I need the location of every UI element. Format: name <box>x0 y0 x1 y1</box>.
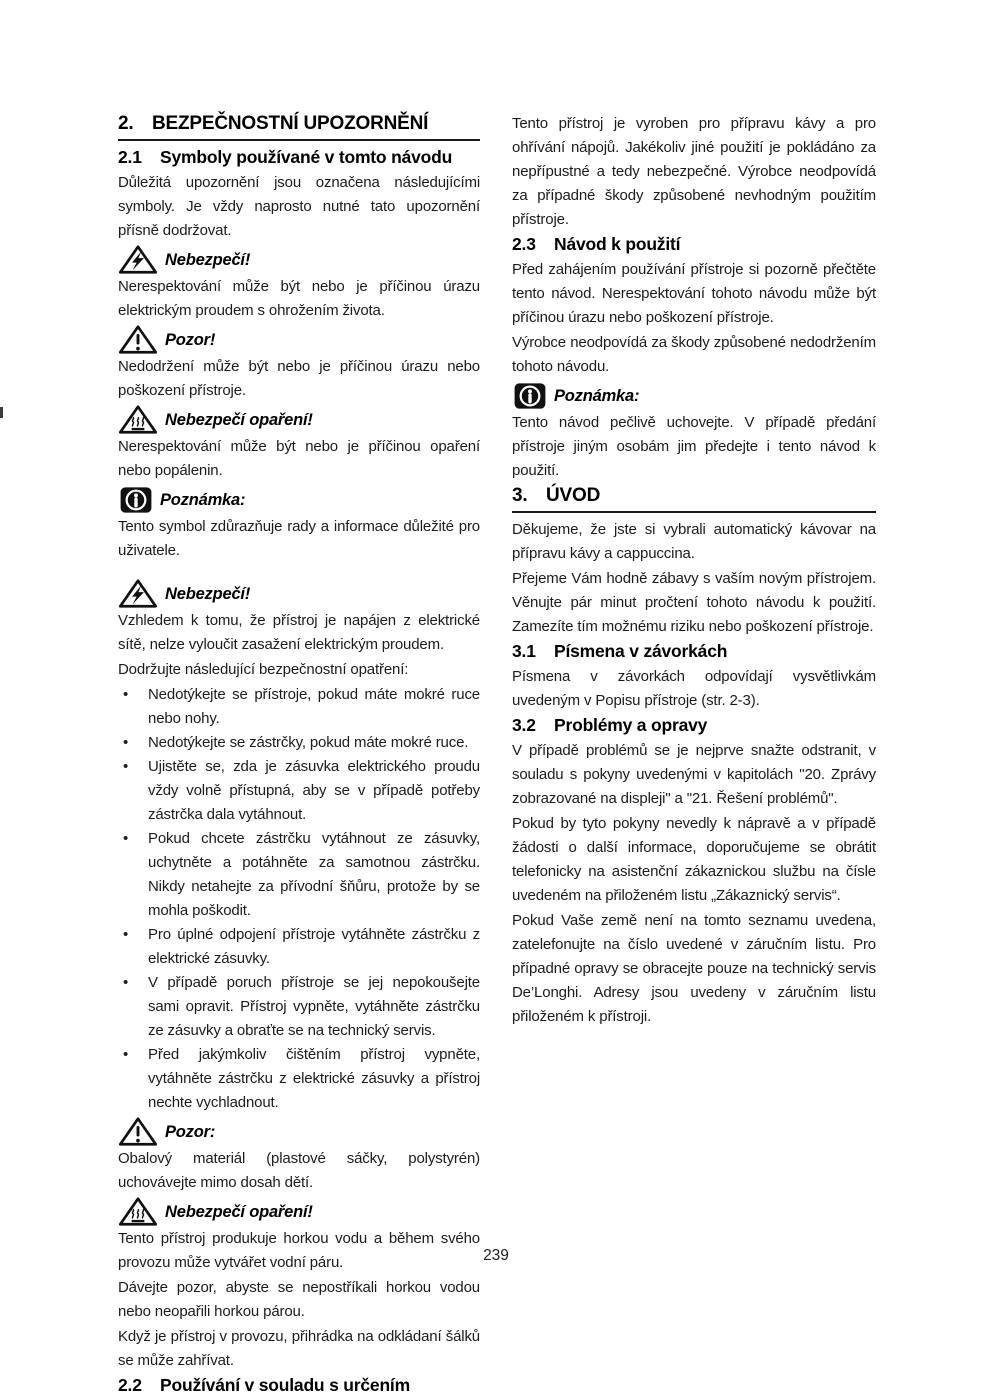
precautions-list <box>118 683 480 1115</box>
left-column <box>118 112 480 1399</box>
subsection-heading-3-1 <box>512 640 876 662</box>
note-icon <box>119 486 153 514</box>
subsection-heading-2-2 <box>118 1374 480 1396</box>
subsection-title: Používání v souladu s určením <box>160 1375 410 1395</box>
subsection-number: 2.2 <box>118 1375 142 1395</box>
subsection-number: 2.1 <box>118 147 142 167</box>
callout-warning-packaging <box>118 1118 480 1195</box>
callout-header <box>118 406 480 434</box>
paragraph: V případě problémů se je nejprve snažte odstranit, v souladu s pokyny uvedenými v kapitolách "20. Zprávy zobrazované na displeji" a "21. Řešení problémů". <box>512 742 876 807</box>
subsection-title: Problémy a opravy <box>554 715 708 735</box>
callout-header <box>118 326 480 354</box>
section-number: 2. <box>118 113 134 134</box>
list-item: • Pro úplné odpojení přístroje vytáhněte zástrčku z elektrické zásuvky. <box>118 923 480 971</box>
list-item: • V případě poruch přístroje se jej nepokoušejte sami opravit. Přístroj vypněte, vytáhněte zástrčku ze zásuvky a obraťte se na technický servis. <box>118 971 480 1043</box>
callout-scald <box>118 406 480 483</box>
danger-triangle-icon <box>118 244 158 275</box>
paragraph: Tento symbol zdůrazňuje rady a informace důležité pro uživatele. <box>118 518 480 559</box>
subsection-heading-2-3 <box>512 233 876 255</box>
subsection-title: Písmena v závorkách <box>554 641 728 661</box>
paragraph: Vzhledem k tomu, že přístroj je napájen z elektrické sítě, nelze vyloučit zasažení elektrickým proudem. <box>118 612 480 653</box>
paragraph: Před zahájením používání přístroje si pozorně přečtěte tento návod. Nerespektování tohoto návodu může být příčinou úrazu nebo poškození přístroje. <box>512 261 876 326</box>
scald-triangle-icon <box>118 1196 158 1227</box>
list-item: • Pokud chcete zástrčku vytáhnout ze zásuvky, uchytněte a potáhněte za samotnou zástrčku. Nikdy netahejte za přívodní šňůru, protože by se mohla poškodit. <box>118 827 480 923</box>
right-column <box>512 112 876 1030</box>
section-title: ÚVOD <box>546 485 601 506</box>
list-item: • Nedotýkejte se zástrčky, pokud máte mokré ruce. <box>118 731 480 755</box>
paragraph: Tento přístroj produkuje horkou vodu a během svého provozu může vytvářet vodní páru. <box>118 1230 480 1271</box>
paragraph: Pokud by tyto pokyny nevedly k nápravě a v případě žádosti o další informace, doporučujeme se obrátit telefonicky na asistenční zákaznickou službu na čísle uvedeném na přiloženém listu „Zákaznický servis“. <box>512 815 876 904</box>
callout-note <box>118 486 480 563</box>
paragraph: Děkujeme, že jste si vybrali automatický kávovar na přípravu kávy a cappuccina. <box>512 521 876 562</box>
subsection-title: Symboly používané v tomto návodu <box>160 147 453 167</box>
callout-label: Poznámka: <box>554 386 640 405</box>
section-heading-2 <box>118 112 480 141</box>
callout-label: Nebezpečí opaření! <box>165 1202 313 1221</box>
paragraph: Písmena v závorkách odpovídají vysvětlivkám uvedeným v Popisu přístroje (str. 2-3). <box>512 668 876 709</box>
callout-header <box>118 1198 480 1226</box>
subsection-title: Návod k použití <box>554 234 681 254</box>
paragraph: Obalový materiál (plastové sáčky, polystyrén) uchovávejte mimo dosah dětí. <box>118 1150 480 1191</box>
scan-artifact-mark <box>0 407 3 418</box>
subsection-heading-3-2 <box>512 714 876 736</box>
callout-danger-precautions <box>118 580 480 682</box>
callout-label: Pozor: <box>165 1122 216 1141</box>
paragraph: Přejeme Vám hodně zábavy s vaším novým přístrojem. Věnujte pár minut pročtení tohoto návodu k použití. Zamezíte tím možnému riziku nebo poškození přístroje. <box>512 570 876 635</box>
section-heading-3 <box>512 484 876 513</box>
callout-header <box>118 1118 480 1146</box>
paragraph: Dávejte pozor, abyste se nepostříkali horkou vodou nebo neopařili horkou párou. <box>118 1279 480 1320</box>
section-number: 3. <box>512 485 528 506</box>
warning-triangle-icon <box>118 1116 158 1147</box>
callout-header <box>118 486 480 514</box>
paragraph: Nerespektování může být nebo je příčinou opaření nebo popálenin. <box>118 438 480 479</box>
callout-note <box>512 382 876 483</box>
callout-header <box>118 580 480 608</box>
scald-triangle-icon <box>118 404 158 435</box>
danger-triangle-icon <box>118 578 158 609</box>
section-title: BEZPEČNOSTNÍ UPOZORNĚNÍ <box>152 113 429 134</box>
paragraph: Nedodržení může být nebo je příčinou úrazu nebo poškození přístroje. <box>118 358 480 399</box>
paragraph: Pokud Vaše země není na tomto seznamu uvedena, zatelefonujte na číslo uvedené v záručním listu. Pro případné opravy se obracejte pouze na technický servis De’Longhi. Adresy jsou uvedeny v záručním listu přiloženém k přístroji. <box>512 912 876 1025</box>
subsection-number: 3.2 <box>512 715 536 735</box>
paragraph: Důležitá upozornění jsou označena následujícími symboly. Je vždy naprosto nutné tato upozornění přísně dodržovat. <box>118 174 480 239</box>
subsection-number: 3.1 <box>512 641 536 661</box>
paragraph: Dodržujte následující bezpečnostní opatření: <box>118 661 409 678</box>
paragraph: Nerespektování může být nebo je příčinou úrazu elektrickým proudem s ohrožením života. <box>118 278 480 319</box>
callout-label: Nebezpečí! <box>165 250 251 269</box>
callout-label: Nebezpečí opaření! <box>165 410 313 429</box>
warning-triangle-icon <box>118 324 158 355</box>
callout-label: Nebezpečí! <box>165 584 251 603</box>
paragraph: Tento návod pečlivě uchovejte. V případě předání přístroje jiným osobám jim předejte i tento návod k použití. <box>512 414 876 479</box>
paragraph: Když je přístroj v provozu, přihrádka na odkládaní šálků se může zahřívat. <box>118 1328 480 1369</box>
page-number: 239 <box>483 1247 509 1264</box>
list-item: • Před jakýmkoliv čištěním přístroj vypněte, vytáhněte zástrčku z elektrické zásuvky a přístroj nechte vychladnout. <box>118 1043 480 1115</box>
subsection-number: 2.3 <box>512 234 536 254</box>
callout-warning <box>118 326 480 403</box>
callout-label: Poznámka: <box>160 490 246 509</box>
note-icon <box>513 382 547 410</box>
list-item: • Ujistěte se, zda je zásuvka elektrického proudu vždy volně přístupná, aby se v případě potřeby zástrčka dala vytáhnout. <box>118 755 480 827</box>
paragraph: Tento přístroj je vyroben pro přípravu kávy a pro ohřívání nápojů. Jakékoliv jiné použití je pokládáno za nepřípustné a tedy nebezpečné. Výrobce neodpovídá za případné škody způsobené nevhodným použitím přístroje. <box>512 115 876 228</box>
callout-danger <box>118 246 480 323</box>
callout-label: Pozor! <box>165 330 216 349</box>
subsection-heading-2-1 <box>118 146 480 168</box>
list-item: • Nedotýkejte se přístroje, pokud máte mokré ruce nebo nohy. <box>118 683 480 731</box>
paragraph: Výrobce neodpovídá za škody způsobené nedodržením tohoto návodu. <box>512 334 876 375</box>
callout-header <box>118 246 480 274</box>
callout-header <box>512 382 876 410</box>
